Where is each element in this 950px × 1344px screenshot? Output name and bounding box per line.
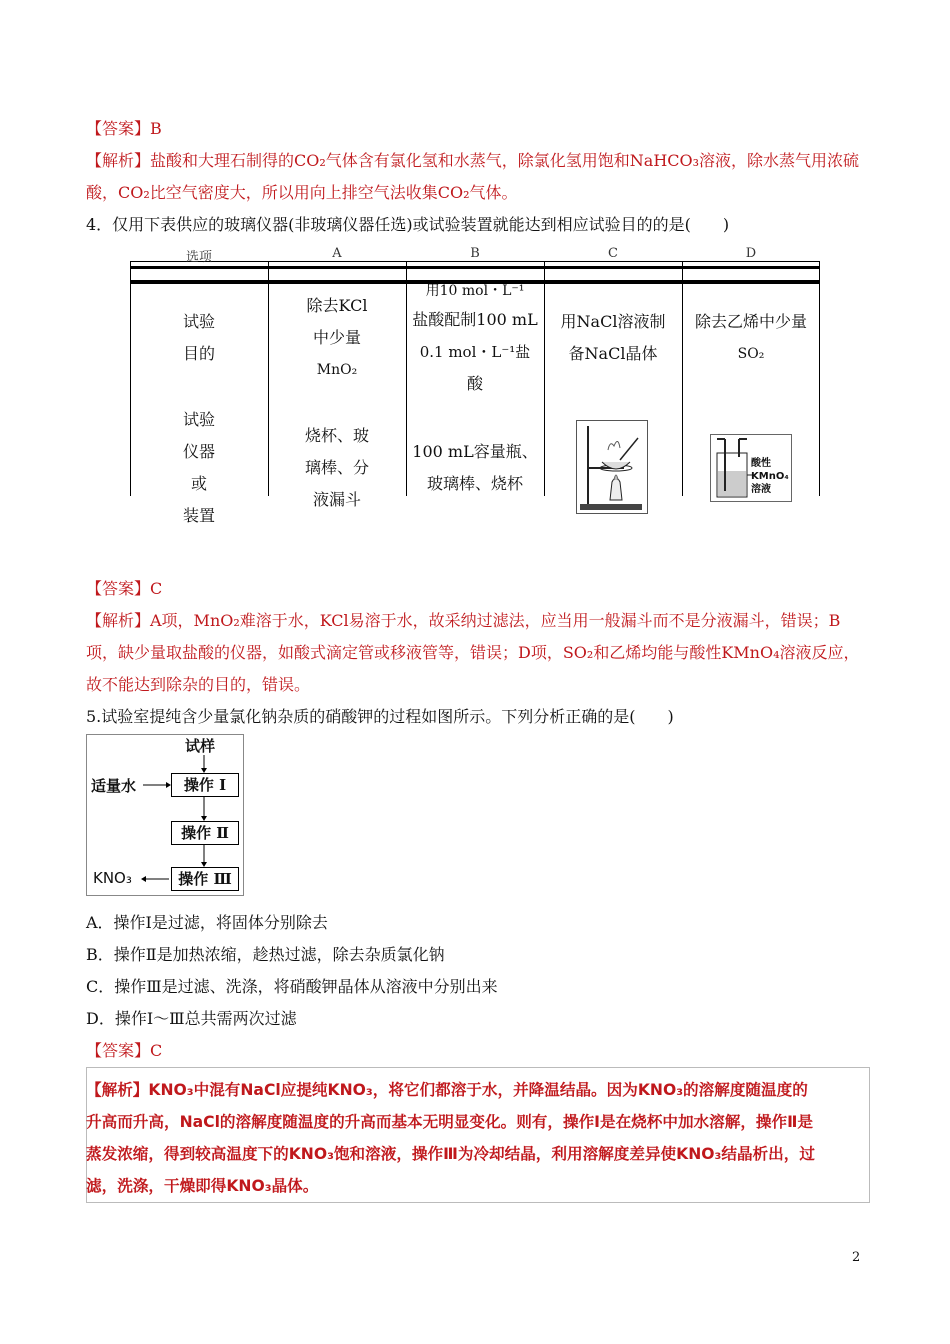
cell-b-apparatus: 100 mL容量瓶、 玻璃棒、烧杯	[412, 442, 538, 493]
flow-arrows	[87, 735, 243, 895]
q5-analysis-line1: 【解析】KNO₃中混有NaCl应提纯KNO₃，将它们都溶于水，并降温结晶。因为KNO₃的溶解度随温度的	[86, 1081, 808, 1099]
flow-op2: 操作 Ⅱ	[171, 821, 239, 845]
q3-analysis-line2: 酸，CO₂比空气密度大，所以用向上排空气法收集CO₂气体。	[86, 183, 518, 202]
q5-answer: 【答案】C	[86, 1041, 163, 1060]
cell-c-purpose: 用NaCl溶液制 备NaCl晶体	[560, 312, 666, 363]
cell-a-apparatus: 烧杯、玻 璃棒、分 液漏斗	[304, 426, 369, 509]
table-border	[682, 261, 683, 496]
q5-flow-chart	[86, 734, 244, 896]
header-b: B	[470, 246, 480, 261]
flow-op3: 操作 Ⅲ	[171, 867, 239, 891]
q4-analysis-line2: 项，缺少量取盐酸的仪器，如酸式滴定管或移液管等，错误；D项，SO₂和乙烯均能与酸性KMnO₄溶液反应，	[86, 643, 860, 662]
q3-analysis-line1: 【解析】盐酸和大理石制得的CO₂气体含有氯化氢和水蒸气，除氯化氢用饱和NaHCO₃溶液，除水蒸气用浓硫	[86, 151, 860, 170]
q4-analysis-line3: 故不能达到除杂的目的，错误。	[86, 675, 311, 694]
row-label-purpose: 试验 目的	[182, 312, 215, 363]
q5-analysis-line2: 升高而升高，NaCl的溶解度随温度的升高而基本无明显变化。则有，操作Ⅰ是在烧杯中加水溶解，操作Ⅱ是	[86, 1113, 813, 1131]
q4-answer: 【答案】C	[86, 579, 163, 598]
table-rule	[130, 266, 820, 269]
q4-table	[130, 244, 820, 525]
header-a: A	[332, 246, 342, 261]
cell-d-purpose: 除去乙烯中少量 SO₂	[694, 312, 807, 362]
flow-op1: 操作 Ⅰ	[171, 773, 239, 797]
flow-water: 适量水	[91, 777, 137, 795]
row-label-apparatus: 试验 仪器 或 装置	[182, 410, 215, 525]
cell-a-purpose: 除去KCl 中少量 MnO₂	[306, 296, 368, 378]
q5-option-b: B．操作Ⅱ是加热浓缩，趁热过滤，除去杂质氯化钠	[86, 945, 445, 964]
page-number: 2	[852, 1250, 861, 1265]
cell-b-purpose: 用10 mol・L⁻¹ 盐酸配制100 mL 0.1 mol・L⁻¹盐 酸	[412, 283, 538, 393]
q4-stem: 4．仅用下表供应的玻璃仪器(非玻璃仪器任选)或试验装置就能达到相应试验目的的是( )	[86, 215, 730, 234]
table-border	[819, 261, 820, 496]
q4-analysis-line1: 【解析】A项，MnO₂难溶于水，KCl易溶于水，故采纳过滤法，应当用一般漏斗而不是分液漏斗，错误；B	[86, 611, 841, 630]
header-option: 选项	[185, 250, 212, 265]
q5-option-d: D．操作Ⅰ～Ⅲ总共需两次过滤	[86, 1009, 297, 1028]
flow-product: KNO₃	[93, 869, 132, 887]
gas-washing-bottle-image	[710, 434, 792, 502]
q3-answer: 【答案】B	[86, 119, 162, 138]
q5-analysis-line3: 蒸发浓缩，得到较高温度下的KNO₃饱和溶液，操作Ⅲ为冷却结晶，利用溶解度差异使KNO₃结晶析出，过	[86, 1145, 815, 1163]
table-border	[544, 261, 545, 496]
header-c: C	[608, 246, 618, 261]
q5-option-c: C．操作Ⅲ是过滤、洗涤，将硝酸钾晶体从溶液中分别出来	[86, 977, 498, 996]
q5-analysis-line4: 滤，洗涤，干燥即得KNO₃晶体。	[86, 1177, 319, 1195]
header-d: D	[745, 246, 757, 261]
q5-stem: 5.试验室提纯含少量氯化钠杂质的硝酸钾的过程如图所示。下列分析正确的是( )	[86, 707, 674, 726]
bottle-label: 酸性 KMnO₄ 溶液	[751, 458, 789, 495]
evaporating-dish-apparatus-image	[576, 420, 648, 514]
q5-option-a: A．操作Ⅰ是过滤，将固体分别除去	[86, 913, 328, 932]
flow-start: 试样	[185, 737, 216, 755]
